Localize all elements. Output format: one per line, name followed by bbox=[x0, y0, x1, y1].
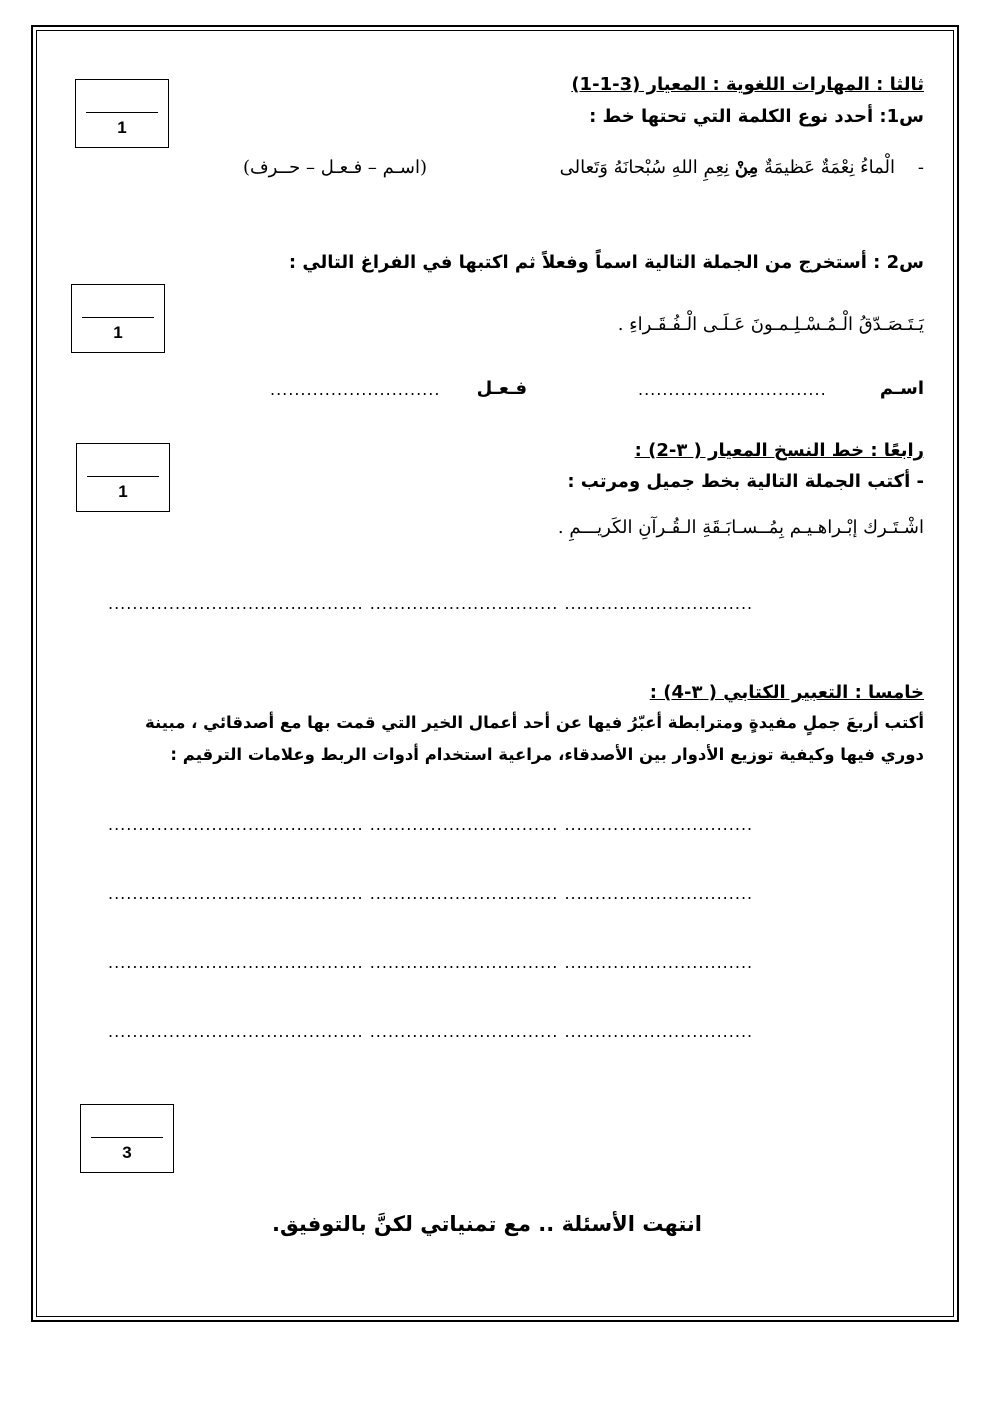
section5-score: 3 bbox=[122, 1143, 132, 1162]
q1-sentence-post: نِعِمِ اللهِ سُبْحانَهُ وَتَعالى bbox=[559, 157, 730, 178]
q2-noun-label: اسـم bbox=[879, 378, 924, 399]
section5-instruction-line2: دوري فيها وكيفية توزيع الأدوار بين الأصدقاء، مراعية استخدام أدوات الربط وعلامات الترقيم : bbox=[170, 745, 924, 764]
q1-sentence-pre: الْماءُ نِعْمَةٌ عَظيمَةٌ bbox=[763, 157, 896, 178]
q2-label: س2 : أستخرج من الجملة التالية اسماً وفعلاً ثم اكتبها في الفراغ التالي : bbox=[288, 252, 924, 273]
q2-noun-blank[interactable]: ............................... bbox=[638, 380, 827, 399]
q1-dash: - bbox=[917, 157, 924, 178]
q1-sentence bbox=[560, 157, 924, 178]
section3-heading: ثالثا : المهارات اللغوية : المعيار (3-1-1) bbox=[571, 74, 924, 95]
section5-instruction-line1: أكتب أربعَ جملٍ مفيدةٍ ومترابطة أعبّرُ فيها عن أحد أعمال الخير التي قمت بها مع أصدقائي ، مبينة bbox=[144, 713, 924, 732]
section5-score-box bbox=[80, 1104, 174, 1173]
q2-verb-label: فـعـل bbox=[476, 378, 527, 399]
section4-score-box bbox=[76, 443, 170, 512]
closing-message: انتهت الأسئلة .. مع تمنياتي لكنَّ بالتوفيق. bbox=[271, 1212, 702, 1236]
score-divider bbox=[87, 476, 159, 477]
q2-score: 1 bbox=[113, 323, 123, 342]
q2-verb-blank[interactable]: ............................ bbox=[270, 380, 441, 399]
q2-score-box bbox=[71, 284, 165, 353]
section4-instruction: - أكتب الجملة التالية بخط جميل ومرتب : bbox=[567, 471, 924, 492]
q1-label: س1: أحدد نوع الكلمة التي تحتها خط : bbox=[589, 106, 924, 127]
q1-options: (اسـم – فـعـل – حــرف) bbox=[243, 157, 427, 178]
section4-writing-line[interactable]: .......................................... ............................... ............................... bbox=[108, 594, 754, 613]
score-divider bbox=[86, 112, 158, 113]
section4-sentence: اشْـتَـرك إبْـراهـيـم بِمُــسـابَـقَةِ الـقُـرآنِ الكَريـــمِ . bbox=[557, 517, 924, 538]
score-divider bbox=[82, 317, 154, 318]
q1-score: 1 bbox=[117, 118, 127, 137]
q1-underlined-word: مِنْ bbox=[734, 157, 759, 178]
section4-score: 1 bbox=[118, 482, 128, 501]
section5-heading: خامسا : التعبير الكتابي ( ٣-4) : bbox=[649, 682, 924, 703]
score-divider bbox=[91, 1137, 163, 1138]
section5-writing-line-1[interactable]: .......................................... ............................... ............................... bbox=[108, 815, 754, 834]
section4-heading: رابعًا : خط النسخ المعيار ( ٣-2) : bbox=[634, 440, 924, 461]
section5-writing-line-4[interactable]: .......................................... ............................... ............................... bbox=[108, 1022, 754, 1041]
q1-score-box bbox=[75, 79, 169, 148]
section5-writing-line-2[interactable]: .......................................... ............................... ............................... bbox=[108, 884, 754, 903]
section5-writing-line-3[interactable]: .......................................... ............................... ............................... bbox=[108, 953, 754, 972]
q2-sentence: يَـتَـصَـدّقُ الْـمُـسْـلِـمـونَ عَـلَـى الْـفُـقَـراءِ . bbox=[617, 314, 924, 335]
